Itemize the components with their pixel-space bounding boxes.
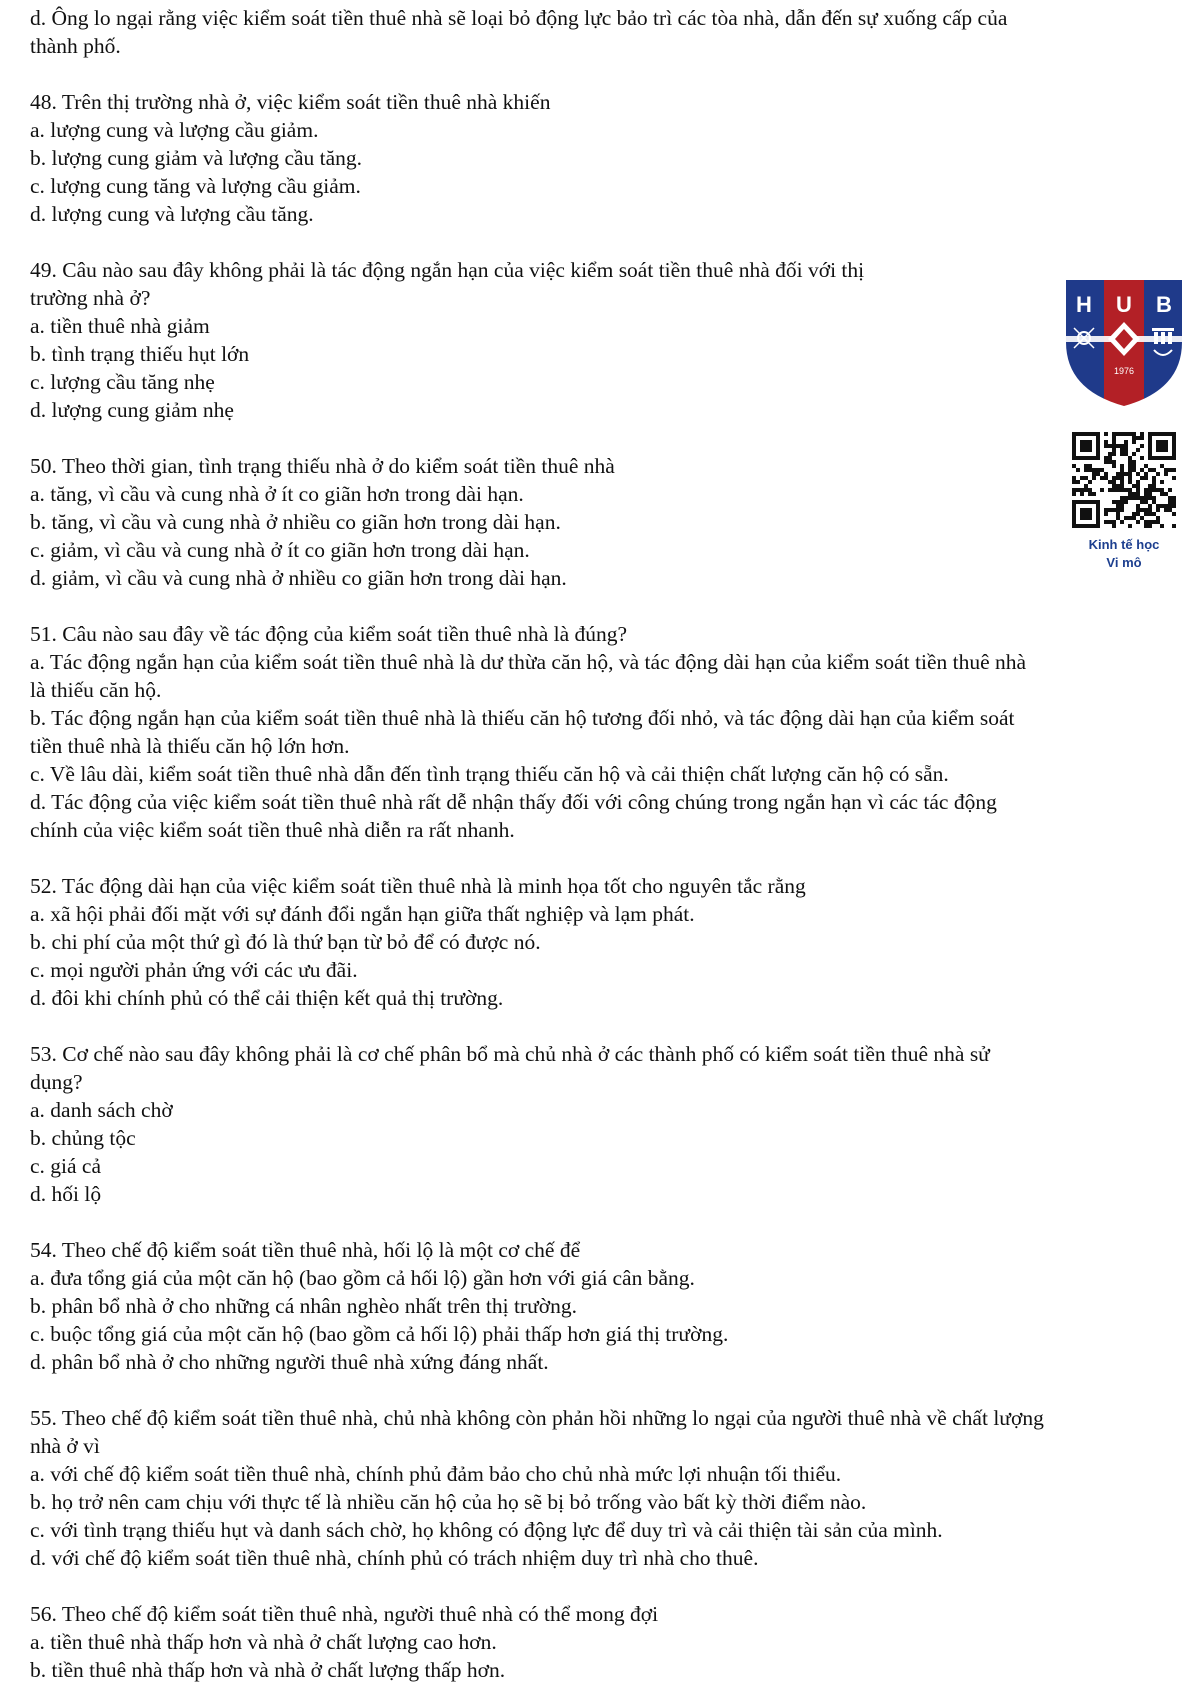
text-line: c. lượng cung tăng và lượng cầu giảm. (30, 174, 361, 198)
text-line: d. với chế độ kiểm soát tiền thuê nhà, chính phủ có trách nhiệm duy trì nhà cho thuê. (30, 1546, 759, 1570)
text-line: b. lượng cung giảm và lượng cầu tăng. (30, 146, 363, 170)
text-line: a. danh sách chờ (30, 1098, 173, 1122)
text-line: dụng? (30, 1070, 83, 1094)
text-line: b. họ trở nên cam chịu với thực tế là nhiều căn hộ của họ sẽ bị bỏ trống vào bất kỳ thời điểm nào. (30, 1490, 867, 1514)
text-line: a. tăng, vì cầu và cung nhà ở ít co giãn hơn trong dài hạn. (30, 482, 524, 506)
text-line: thành phố. (30, 34, 121, 58)
text-line: d. Ông lo ngại rằng việc kiểm soát tiền thuê nhà sẽ loại bỏ động lực bảo trì các tòa nhà, dẫn đến sự xuống cấp của (30, 6, 1008, 30)
text-line: 48. Trên thị trường nhà ở, việc kiểm soát tiền thuê nhà khiến (30, 90, 551, 114)
blank-line (30, 1208, 1170, 1236)
logo-letter-h: H (1076, 292, 1092, 317)
blank-line (30, 1572, 1170, 1600)
text-line: c. lượng cầu tăng nhẹ (30, 370, 215, 394)
text-line: 52. Tác động dài hạn của việc kiểm soát tiền thuê nhà là minh họa tốt cho nguyên tắc rằng (30, 874, 806, 898)
text-line: d. đôi khi chính phủ có thể cải thiện kết quả thị trường. (30, 986, 504, 1010)
text-line: 54. Theo chế độ kiểm soát tiền thuê nhà, hối lộ là một cơ chế để (30, 1238, 581, 1262)
logo-caption-line1: Kinh tế học (1088, 537, 1160, 552)
text-line: c. Về lâu dài, kiểm soát tiền thuê nhà dẫn đến tình trạng thiếu căn hộ và cải thiện chất lượng căn hộ có sẵn. (30, 762, 949, 786)
text-line: a. Tác động ngắn hạn của kiểm soát tiền thuê nhà là dư thừa căn hộ, và tác động dài hạn của kiểm soát tiền thuê nhà (30, 650, 1027, 674)
logo-year: 1976 (1113, 366, 1135, 376)
text-line: 50. Theo thời gian, tình trạng thiếu nhà ở do kiểm soát tiền thuê nhà (30, 454, 615, 478)
text-line: a. lượng cung và lượng cầu giảm. (30, 118, 319, 142)
logo-caption-line2: Vi mô (1106, 555, 1142, 570)
text-line: b. tiền thuê nhà thấp hơn và nhà ở chất lượng thấp hơn. (30, 1658, 506, 1682)
text-line: 49. Câu nào sau đây không phải là tác động ngắn hạn của việc kiểm soát tiền thuê nhà đối với thị (30, 258, 865, 282)
text-line: b. tình trạng thiếu hụt lớn (30, 342, 250, 366)
text-line: 55. Theo chế độ kiểm soát tiền thuê nhà, chủ nhà không còn phản hồi những lo ngại của người thuê nhà về chất lượng (30, 1406, 1044, 1430)
text-line: b. chi phí của một thứ gì đó là thứ bạn từ bỏ để có được nó. (30, 930, 541, 954)
text-line: b. chủng tộc (30, 1126, 136, 1150)
logo-letter-u: U (1116, 292, 1132, 317)
blank-line (30, 424, 1170, 452)
blank-line (30, 60, 1170, 88)
text-line: nhà ở vì (30, 1434, 100, 1458)
text-line: trường nhà ở? (30, 286, 151, 310)
text-line: c. buộc tổng giá của một căn hộ (bao gồm cả hối lộ) phải thấp hơn giá thị trường. (30, 1322, 729, 1346)
text-line: b. tăng, vì cầu và cung nhà ở nhiều co giãn hơn trong dài hạn. (30, 510, 561, 534)
text-line: 51. Câu nào sau đây về tác động của kiểm soát tiền thuê nhà là đúng? (30, 622, 628, 646)
text-line: c. mọi người phản ứng với các ưu đãi. (30, 958, 358, 982)
text-line: b. Tác động ngắn hạn của kiểm soát tiền thuê nhà là thiếu căn hộ tương đối nhỏ, và tác động dài hạn của kiểm soát (30, 706, 1015, 730)
text-line: 53. Cơ chế nào sau đây không phải là cơ chế phân bổ mà chủ nhà ở các thành phố có kiểm soát tiền thuê nhà sử (30, 1042, 990, 1066)
blank-line (30, 592, 1170, 620)
text-line: c. giảm, vì cầu và cung nhà ở ít co giãn hơn trong dài hạn. (30, 538, 530, 562)
text-line: d. lượng cung giảm nhẹ (30, 398, 234, 422)
blank-line (30, 1376, 1170, 1404)
text-line: c. giá cả (30, 1154, 102, 1178)
text-line: 56. Theo chế độ kiểm soát tiền thuê nhà, người thuê nhà có thể mong đợi (30, 1602, 659, 1626)
text-line: d. phân bổ nhà ở cho những người thuê nhà xứng đáng nhất. (30, 1350, 549, 1374)
text-line: a. tiền thuê nhà thấp hơn và nhà ở chất lượng cao hơn. (30, 1630, 497, 1654)
text-line: tiền thuê nhà là thiếu căn hộ lớn hơn. (30, 734, 350, 758)
text-line: d. Tác động của việc kiểm soát tiền thuê nhà rất dễ nhận thấy đối với công chúng trong ngắn hạn vì các tác động (30, 790, 997, 814)
text-line: a. với chế độ kiểm soát tiền thuê nhà, chính phủ đảm bảo cho chủ nhà mức lợi nhuận tối thiểu. (30, 1462, 842, 1486)
text-line: d. lượng cung và lượng cầu tăng. (30, 202, 314, 226)
text-line: c. với tình trạng thiếu hụt và danh sách chờ, họ không có động lực để duy trì và cải thiện tài sản của mình. (30, 1518, 943, 1542)
qr-code-icon[interactable] (1072, 432, 1176, 528)
document-body (30, 4, 1170, 1684)
text-line: d. giảm, vì cầu và cung nhà ở nhiều co giãn hơn trong dài hạn. (30, 566, 567, 590)
text-line: a. đưa tổng giá của một căn hộ (bao gồm cả hối lộ) gần hơn với giá cân bằng. (30, 1266, 695, 1290)
text-line: b. phân bổ nhà ở cho những cá nhân nghèo nhất trên thị trường. (30, 1294, 577, 1318)
text-line: d. hối lộ (30, 1182, 102, 1206)
logo-letter-b: B (1156, 292, 1172, 317)
blank-line (30, 228, 1170, 256)
blank-line (30, 1012, 1170, 1040)
text-line: a. tiền thuê nhà giảm (30, 314, 210, 338)
blank-line (30, 844, 1170, 872)
text-line: là thiếu căn hộ. (30, 678, 162, 702)
text-line: a. xã hội phải đối mặt với sự đánh đổi ngắn hạn giữa thất nghiệp và lạm phát. (30, 902, 695, 926)
hub-shield-icon (1062, 280, 1186, 408)
text-line: chính của việc kiểm soát tiền thuê nhà diễn ra rất nhanh. (30, 818, 515, 842)
